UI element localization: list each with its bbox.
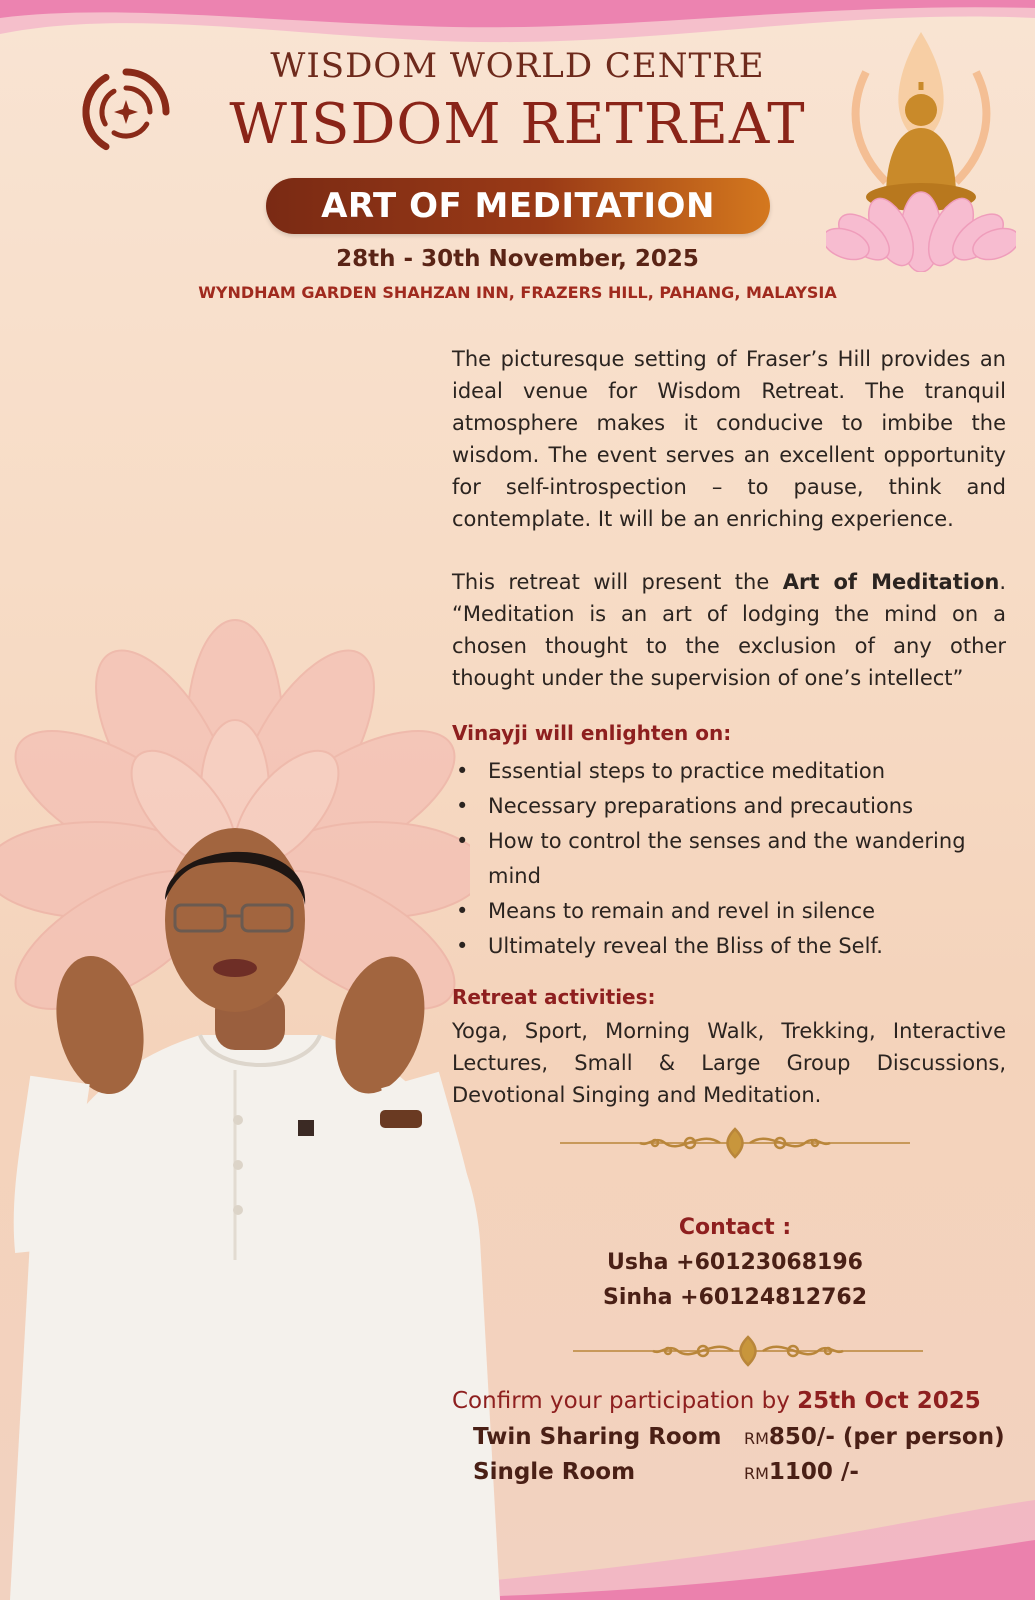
room-name-twin: Twin Sharing Room [473, 1424, 722, 1450]
enlighten-list [452, 754, 1006, 964]
organization-name: WISDOM WORLD CENTRE [270, 46, 765, 86]
list-item: • Ultimately reveal the Bliss of the Self. [452, 929, 1006, 964]
list-item: • How to control the senses and the wandering mind [452, 824, 1006, 894]
confirm-deadline: 25th Oct 2025 [797, 1388, 981, 1414]
meditation-quote-text: . “Meditation is an art of lodging the mind on a chosen thought to the exclusion of any other thought under the supervision of one’s intellect” [452, 570, 1007, 690]
meditation-paragraph [452, 566, 1006, 694]
contact-sinha: Sinha +60124812762 [602, 1285, 868, 1310]
event-dates: 28th - 30th November, 2025 [336, 246, 699, 272]
intro-paragraph: The picturesque setting of Fraser’s Hill provides an ideal venue for Wisdom Retreat. The tranquil atmosphere makes it conducive to imbibe the wisdom. The event serves an excellent opportunity for self-introspection – to pause, think and contemplate. It will be an enriching experience. [452, 347, 1006, 531]
list-item: • Essential steps to practice meditation [452, 754, 1006, 789]
activities-text: Yoga, Sport, Morning Walk, Trekking, Interactive Lectures, Small & Large Group Discussions, Devotional Singing and Meditation. [452, 1019, 1006, 1107]
event-title: WISDOM RETREAT [229, 92, 806, 157]
program-title: ART OF MEDITATION [321, 186, 715, 226]
ornamental-divider [573, 1333, 923, 1369]
buddha-lotus-illustration [826, 32, 1016, 272]
price-value: 1100 /- [768, 1459, 859, 1485]
event-venue: WYNDHAM GARDEN SHAHZAN INN, FRAZERS HILL, PAHANG, MALAYSIA [198, 283, 837, 302]
ornamental-divider [560, 1125, 910, 1161]
program-banner [266, 178, 770, 234]
room-price-single [744, 1459, 859, 1485]
currency-label: RM [744, 1464, 769, 1483]
speaker-photo [0, 820, 520, 1600]
room-name-single: Single Room [473, 1459, 636, 1485]
enlighten-heading: Vinayji will enlighten on: [452, 721, 732, 745]
price-value: 850/- (per person) [768, 1424, 1005, 1450]
list-item: • Necessary preparations and precautions [452, 789, 1006, 824]
contact-usha: Usha +60123068196 [607, 1250, 863, 1275]
meditation-lead-text: This retreat will present the [452, 570, 783, 594]
room-price-twin [744, 1424, 1005, 1450]
contact-heading: Contact : [678, 1215, 792, 1240]
meditation-emphasis: Art of Meditation [782, 570, 1000, 594]
list-item: • Means to remain and revel in silence [452, 894, 1006, 929]
confirm-participation [452, 1388, 1012, 1414]
activities-heading: Retreat activities: [452, 985, 656, 1009]
currency-label: RM [744, 1429, 769, 1448]
confirm-text: Confirm your participation by [452, 1388, 798, 1414]
